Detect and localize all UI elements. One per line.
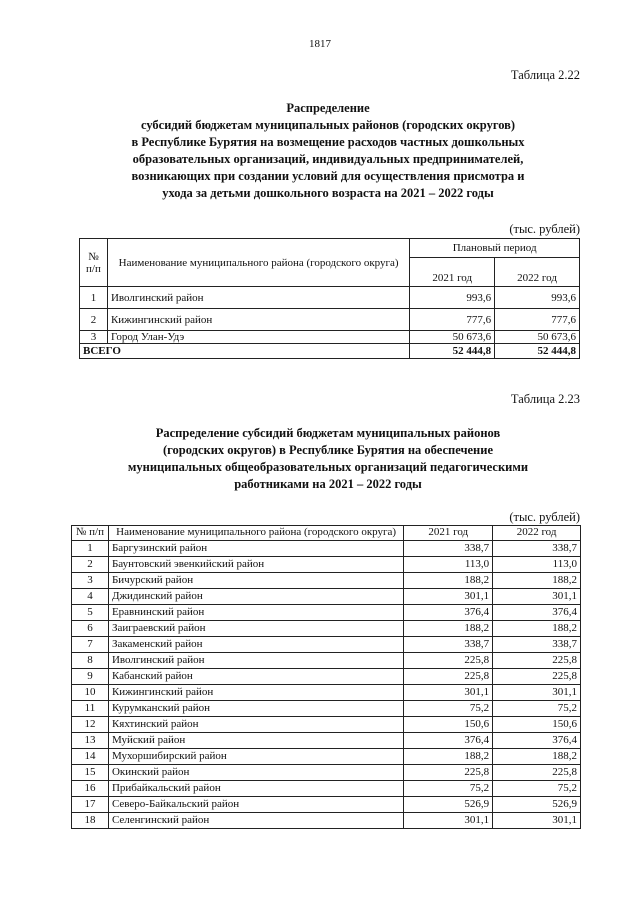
col-2021-header: 2021 год <box>410 258 495 287</box>
row-num: 9 <box>72 668 109 684</box>
row-value-2022: 150,6 <box>493 716 581 732</box>
total-value-2021: 52 444,8 <box>410 344 495 359</box>
title-line: ухода за детьми дошкольного возраста на 2021 – 2022 годы <box>162 186 494 200</box>
row-value-2022: 113,0 <box>493 556 581 572</box>
row-value-2021: 225,8 <box>404 764 493 780</box>
row-value-2021: 225,8 <box>404 652 493 668</box>
row-name: Заиграевский район <box>108 620 403 636</box>
row-num: 2 <box>72 556 109 572</box>
row-value-2021: 150,6 <box>404 716 493 732</box>
row-value-2022: 50 673,6 <box>495 331 580 344</box>
row-name: Кабанский район <box>108 668 403 684</box>
row-value-2021: 993,6 <box>410 287 495 309</box>
row-value-2022: 338,7 <box>493 540 581 556</box>
table-row <box>72 620 581 636</box>
row-num: 7 <box>72 636 109 652</box>
row-name: Северо-Байкальский район <box>108 796 403 812</box>
table-row <box>72 540 581 556</box>
row-value-2021: 188,2 <box>404 748 493 764</box>
row-value-2022: 188,2 <box>493 572 581 588</box>
row-value-2021: 75,2 <box>404 700 493 716</box>
row-name: Джидинский район <box>108 588 403 604</box>
table-row <box>72 604 581 620</box>
row-num: 15 <box>72 764 109 780</box>
row-value-2022: 301,1 <box>493 588 581 604</box>
col-2022-header: 2022 год <box>493 526 581 541</box>
row-name: Закаменский район <box>108 636 403 652</box>
row-name: Прибайкальский район <box>108 780 403 796</box>
row-name: Кижингинский район <box>107 309 409 331</box>
row-name: Кижингинский район <box>108 684 403 700</box>
table-2-22-units: (тыс. рублей) <box>509 222 580 236</box>
row-num: 18 <box>72 812 109 828</box>
row-value-2021: 376,4 <box>404 732 493 748</box>
row-value-2021: 338,7 <box>404 540 493 556</box>
table-2-23-title <box>70 425 586 493</box>
row-value-2021: 338,7 <box>404 636 493 652</box>
row-num: 12 <box>72 716 109 732</box>
table-2-23-label: Таблица 2.23 <box>510 392 580 406</box>
title-line: Распределение субсидий бюджетам муниципальных районов <box>155 426 501 440</box>
col-num-header: № п/п <box>72 526 109 541</box>
table-row <box>80 331 580 344</box>
row-value-2022: 225,8 <box>493 764 581 780</box>
row-value-2022: 376,4 <box>493 732 581 748</box>
row-name: Иволгинский район <box>108 652 403 668</box>
title-line: субсидий бюджетам муниципальных районов (городских округов) <box>140 118 516 132</box>
total-value-2022: 52 444,8 <box>495 344 580 359</box>
row-value-2022: 225,8 <box>493 668 581 684</box>
total-label: ВСЕГО <box>80 344 410 359</box>
title-line: возникающих при создании условий для осуществления присмотра и <box>131 169 525 183</box>
row-num: 10 <box>72 684 109 700</box>
table-row <box>72 556 581 572</box>
row-value-2022: 338,7 <box>493 636 581 652</box>
table-row <box>72 732 581 748</box>
table-2-22-title <box>70 100 586 202</box>
row-num: 4 <box>72 588 109 604</box>
table-row <box>72 588 581 604</box>
row-value-2022: 188,2 <box>493 748 581 764</box>
row-num: 5 <box>72 604 109 620</box>
row-value-2022: 188,2 <box>493 620 581 636</box>
row-num: 17 <box>72 796 109 812</box>
header-row <box>72 526 581 541</box>
row-name: Бичурский район <box>108 572 403 588</box>
col-name-header: Наименование муниципального района (городского округа) <box>107 239 409 287</box>
row-name: Город Улан-Удэ <box>107 331 409 344</box>
row-num: 16 <box>72 780 109 796</box>
row-value-2021: 225,8 <box>404 668 493 684</box>
row-name: Мухоршибирский район <box>108 748 403 764</box>
title-line: (городских округов) в Республике Бурятия на обеспечение <box>163 443 493 457</box>
row-value-2022: 75,2 <box>493 700 581 716</box>
table-2-23-units: (тыс. рублей) <box>509 510 580 524</box>
table-row <box>72 796 581 812</box>
row-name: Муйский район <box>108 732 403 748</box>
col-name-header: Наименование муниципального района (городского округа) <box>108 526 403 541</box>
header-row <box>80 239 580 258</box>
table-row <box>72 764 581 780</box>
row-num: 8 <box>72 652 109 668</box>
row-name: Баунтовский эвенкийский район <box>108 556 403 572</box>
row-value-2021: 188,2 <box>404 620 493 636</box>
row-value-2022: 301,1 <box>493 684 581 700</box>
row-num: 2 <box>80 309 108 331</box>
table-row <box>72 652 581 668</box>
col-2021-header: 2021 год <box>404 526 493 541</box>
row-num: 3 <box>72 572 109 588</box>
row-name: Еравнинский район <box>108 604 403 620</box>
row-value-2021: 301,1 <box>404 684 493 700</box>
row-name: Курумканский район <box>108 700 403 716</box>
table-row <box>72 572 581 588</box>
row-value-2022: 526,9 <box>493 796 581 812</box>
row-value-2021: 188,2 <box>404 572 493 588</box>
page-number: 1817 <box>309 38 331 50</box>
table-row <box>72 684 581 700</box>
row-value-2021: 301,1 <box>404 812 493 828</box>
table-row <box>72 812 581 828</box>
title-line: муниципальных общеобразовательных организаций педагогическими <box>127 460 529 474</box>
row-name: Окинский район <box>108 764 403 780</box>
title-line: работниками на 2021 – 2022 годы <box>234 477 422 491</box>
table-row <box>72 636 581 652</box>
row-num: 1 <box>72 540 109 556</box>
row-value-2021: 50 673,6 <box>410 331 495 344</box>
table-2-22-label: Таблица 2.22 <box>510 68 580 82</box>
row-value-2021: 376,4 <box>404 604 493 620</box>
table-row <box>80 309 580 331</box>
row-num: 14 <box>72 748 109 764</box>
row-value-2022: 75,2 <box>493 780 581 796</box>
table-row <box>80 287 580 309</box>
row-value-2022: 777,6 <box>495 309 580 331</box>
row-num: 13 <box>72 732 109 748</box>
row-name: Баргузинский район <box>108 540 403 556</box>
row-num: 6 <box>72 620 109 636</box>
table-row <box>72 668 581 684</box>
row-name: Кяхтинский район <box>108 716 403 732</box>
row-name: Селенгинский район <box>108 812 403 828</box>
row-value-2021: 777,6 <box>410 309 495 331</box>
table-row <box>72 700 581 716</box>
row-num: 3 <box>80 331 108 344</box>
row-value-2021: 113,0 <box>404 556 493 572</box>
table-2-22 <box>79 238 580 359</box>
table-body <box>72 540 581 828</box>
total-row <box>80 344 580 359</box>
row-value-2021: 75,2 <box>404 780 493 796</box>
col-2022-header: 2022 год <box>495 258 580 287</box>
row-num: 1 <box>80 287 108 309</box>
row-num: 11 <box>72 700 109 716</box>
row-value-2021: 301,1 <box>404 588 493 604</box>
table-row <box>72 780 581 796</box>
table-row <box>72 748 581 764</box>
title-line: образовательных организаций, индивидуальных предпринимателей, <box>132 152 524 166</box>
row-value-2022: 993,6 <box>495 287 580 309</box>
table-2-23 <box>71 525 581 829</box>
row-name: Иволгинский район <box>107 287 409 309</box>
row-value-2022: 225,8 <box>493 652 581 668</box>
title-line: в Республике Бурятия на возмещение расходов частных дошкольных <box>131 135 525 149</box>
row-value-2022: 376,4 <box>493 604 581 620</box>
col-period-header: Плановый период <box>410 239 580 258</box>
table-row <box>72 716 581 732</box>
row-value-2021: 526,9 <box>404 796 493 812</box>
title-line: Распределение <box>286 101 370 115</box>
row-value-2022: 301,1 <box>493 812 581 828</box>
col-num-header: № п/п <box>80 239 108 287</box>
